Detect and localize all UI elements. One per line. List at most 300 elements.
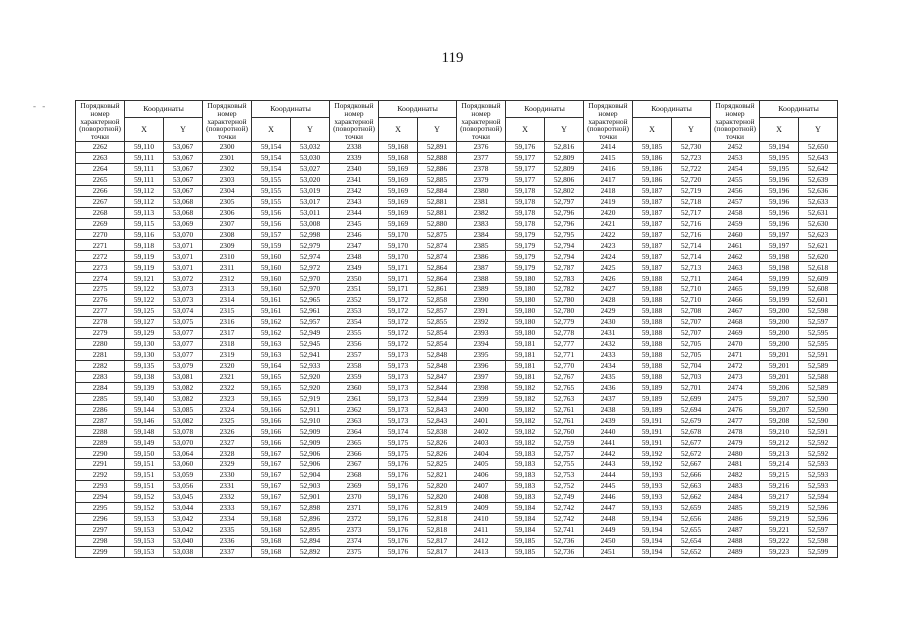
y-coordinate-cell: 52,933 xyxy=(291,360,330,371)
header-point-caption-line: (поворотной) xyxy=(333,124,375,134)
x-coordinate-cell: 59,173 xyxy=(379,404,418,415)
x-coordinate-cell: 59,162 xyxy=(252,317,291,328)
y-coordinate-cell: 52,609 xyxy=(799,273,838,284)
point-number-cell: 2321 xyxy=(203,371,252,382)
x-coordinate-cell: 59,188 xyxy=(633,360,672,371)
x-coordinate-cell: 59,181 xyxy=(506,338,545,349)
point-number-cell: 2459 xyxy=(711,218,760,229)
y-coordinate-cell: 52,861 xyxy=(418,284,457,295)
x-coordinate-cell: 59,200 xyxy=(760,327,799,338)
y-coordinate-cell: 52,819 xyxy=(418,502,457,513)
y-coordinate-cell: 52,795 xyxy=(545,229,584,240)
header-y: Y xyxy=(545,118,584,142)
x-coordinate-cell: 59,122 xyxy=(125,295,164,306)
x-coordinate-cell: 59,176 xyxy=(379,546,418,557)
table-row xyxy=(76,295,838,306)
point-number-cell: 2458 xyxy=(711,207,760,218)
x-coordinate-cell: 59,189 xyxy=(633,404,672,415)
y-coordinate-cell: 53,085 xyxy=(164,404,203,415)
point-number-cell: 2283 xyxy=(76,371,125,382)
point-number-cell: 2342 xyxy=(330,185,379,196)
point-number-cell: 2384 xyxy=(457,229,506,240)
y-coordinate-cell: 52,716 xyxy=(672,218,711,229)
x-coordinate-cell: 59,162 xyxy=(252,327,291,338)
y-coordinate-cell: 52,970 xyxy=(291,284,330,295)
x-coordinate-cell: 59,173 xyxy=(379,415,418,426)
point-number-cell: 2279 xyxy=(76,327,125,338)
header-x: X xyxy=(633,118,672,142)
x-coordinate-cell: 59,188 xyxy=(633,327,672,338)
header-point-caption-line: характерной xyxy=(715,116,755,126)
point-number-cell: 2348 xyxy=(330,251,379,262)
y-coordinate-cell: 52,796 xyxy=(545,207,584,218)
x-coordinate-cell: 59,219 xyxy=(760,513,799,524)
point-number-cell: 2450 xyxy=(584,535,633,546)
x-coordinate-cell: 59,153 xyxy=(125,524,164,535)
point-number-cell: 2371 xyxy=(330,502,379,513)
x-coordinate-cell: 59,167 xyxy=(252,481,291,492)
point-number-cell: 2344 xyxy=(330,207,379,218)
point-number-cell: 2454 xyxy=(711,163,760,174)
point-number-cell: 2452 xyxy=(711,142,760,153)
x-coordinate-cell: 59,200 xyxy=(760,338,799,349)
header-coordinates: Координаты xyxy=(633,101,711,118)
point-number-cell: 2264 xyxy=(76,163,125,174)
x-coordinate-cell: 59,187 xyxy=(633,218,672,229)
point-number-cell: 2276 xyxy=(76,295,125,306)
y-coordinate-cell: 52,753 xyxy=(545,470,584,481)
table-row xyxy=(76,306,838,317)
point-number-cell: 2427 xyxy=(584,284,633,295)
header-point-caption-line: номер xyxy=(90,108,110,118)
y-coordinate-cell: 52,843 xyxy=(418,415,457,426)
x-coordinate-cell: 59,135 xyxy=(125,360,164,371)
point-number-cell: 2365 xyxy=(330,437,379,448)
x-coordinate-cell: 59,155 xyxy=(252,185,291,196)
x-coordinate-cell: 59,189 xyxy=(633,393,672,404)
x-coordinate-cell: 59,173 xyxy=(379,349,418,360)
x-coordinate-cell: 59,156 xyxy=(252,218,291,229)
header-point-caption-line: (поворотной) xyxy=(587,124,629,134)
y-coordinate-cell: 52,911 xyxy=(291,404,330,415)
point-number-cell: 2285 xyxy=(76,393,125,404)
x-coordinate-cell: 59,173 xyxy=(379,360,418,371)
point-number-cell: 2457 xyxy=(711,196,760,207)
point-number-cell: 2437 xyxy=(584,393,633,404)
point-number-cell: 2296 xyxy=(76,513,125,524)
y-coordinate-cell: 52,590 xyxy=(799,393,838,404)
x-coordinate-cell: 59,197 xyxy=(760,240,799,251)
x-coordinate-cell: 59,195 xyxy=(760,152,799,163)
x-coordinate-cell: 59,176 xyxy=(379,492,418,503)
header-point-caption-line: (поворотной) xyxy=(714,124,756,134)
point-number-cell: 2438 xyxy=(584,404,633,415)
y-coordinate-cell: 53,020 xyxy=(291,174,330,185)
table-row xyxy=(76,196,838,207)
point-number-cell: 2383 xyxy=(457,218,506,229)
y-coordinate-cell: 53,081 xyxy=(164,371,203,382)
y-coordinate-cell: 53,040 xyxy=(164,535,203,546)
point-number-cell: 2335 xyxy=(203,524,252,535)
x-coordinate-cell: 59,149 xyxy=(125,437,164,448)
header-point-caption-line: точки xyxy=(599,132,617,142)
x-coordinate-cell: 59,173 xyxy=(379,371,418,382)
x-coordinate-cell: 59,183 xyxy=(506,492,545,503)
x-coordinate-cell: 59,196 xyxy=(760,207,799,218)
x-coordinate-cell: 59,196 xyxy=(760,218,799,229)
y-coordinate-cell: 53,060 xyxy=(164,459,203,470)
y-coordinate-cell: 52,678 xyxy=(672,426,711,437)
x-coordinate-cell: 59,222 xyxy=(760,535,799,546)
point-number-cell: 2334 xyxy=(203,513,252,524)
x-coordinate-cell: 59,188 xyxy=(633,273,672,284)
y-coordinate-cell: 52,594 xyxy=(799,492,838,503)
y-coordinate-cell: 52,848 xyxy=(418,349,457,360)
point-number-cell: 2373 xyxy=(330,524,379,535)
x-coordinate-cell: 59,215 xyxy=(760,470,799,481)
point-number-cell: 2380 xyxy=(457,185,506,196)
y-coordinate-cell: 52,666 xyxy=(672,470,711,481)
x-coordinate-cell: 59,217 xyxy=(760,492,799,503)
y-coordinate-cell: 52,797 xyxy=(545,196,584,207)
y-coordinate-cell: 52,593 xyxy=(799,470,838,481)
header-point-caption-line: Порядковый xyxy=(461,101,501,111)
y-coordinate-cell: 52,654 xyxy=(672,535,711,546)
y-coordinate-cell: 52,961 xyxy=(291,306,330,317)
point-number-cell: 2385 xyxy=(457,240,506,251)
point-number-cell: 2408 xyxy=(457,492,506,503)
x-coordinate-cell: 59,182 xyxy=(506,404,545,415)
point-number-cell: 2381 xyxy=(457,196,506,207)
y-coordinate-cell: 52,630 xyxy=(799,218,838,229)
y-coordinate-cell: 52,631 xyxy=(799,207,838,218)
x-coordinate-cell: 59,186 xyxy=(633,174,672,185)
y-coordinate-cell: 52,854 xyxy=(418,338,457,349)
y-coordinate-cell: 52,719 xyxy=(672,185,711,196)
y-coordinate-cell: 52,844 xyxy=(418,382,457,393)
point-number-cell: 2339 xyxy=(330,152,379,163)
point-number-cell: 2379 xyxy=(457,174,506,185)
point-number-cell: 2275 xyxy=(76,284,125,295)
x-coordinate-cell: 59,196 xyxy=(760,174,799,185)
y-coordinate-cell: 53,074 xyxy=(164,306,203,317)
header-point-caption-line: характерной xyxy=(461,116,501,126)
y-coordinate-cell: 52,705 xyxy=(672,349,711,360)
point-number-cell: 2359 xyxy=(330,371,379,382)
table-row xyxy=(76,273,838,284)
y-coordinate-cell: 52,794 xyxy=(545,251,584,262)
point-number-cell: 2298 xyxy=(76,535,125,546)
y-coordinate-cell: 53,071 xyxy=(164,240,203,251)
x-coordinate-cell: 59,179 xyxy=(506,229,545,240)
x-coordinate-cell: 59,153 xyxy=(125,535,164,546)
x-coordinate-cell: 59,129 xyxy=(125,327,164,338)
header-point-caption-line: Порядковый xyxy=(207,101,247,111)
y-coordinate-cell: 52,825 xyxy=(418,459,457,470)
x-coordinate-cell: 59,192 xyxy=(633,448,672,459)
header-x: X xyxy=(125,118,164,142)
table-row xyxy=(76,535,838,546)
y-coordinate-cell: 52,779 xyxy=(545,317,584,328)
x-coordinate-cell: 59,154 xyxy=(252,152,291,163)
y-coordinate-cell: 52,906 xyxy=(291,448,330,459)
x-coordinate-cell: 59,167 xyxy=(252,459,291,470)
point-number-cell: 2389 xyxy=(457,284,506,295)
y-coordinate-cell: 52,818 xyxy=(418,513,457,524)
x-coordinate-cell: 59,194 xyxy=(633,546,672,557)
x-coordinate-cell: 59,163 xyxy=(252,349,291,360)
x-coordinate-cell: 59,172 xyxy=(379,317,418,328)
x-coordinate-cell: 59,173 xyxy=(379,382,418,393)
y-coordinate-cell: 52,659 xyxy=(672,502,711,513)
x-coordinate-cell: 59,207 xyxy=(760,404,799,415)
x-coordinate-cell: 59,182 xyxy=(506,382,545,393)
y-coordinate-cell: 53,011 xyxy=(291,207,330,218)
x-coordinate-cell: 59,151 xyxy=(125,470,164,481)
y-coordinate-cell: 53,079 xyxy=(164,360,203,371)
y-coordinate-cell: 52,679 xyxy=(672,415,711,426)
x-coordinate-cell: 59,171 xyxy=(379,284,418,295)
point-number-cell: 2392 xyxy=(457,317,506,328)
y-coordinate-cell: 53,032 xyxy=(291,142,330,153)
x-coordinate-cell: 59,201 xyxy=(760,349,799,360)
y-coordinate-cell: 52,765 xyxy=(545,382,584,393)
point-number-cell: 2349 xyxy=(330,262,379,273)
x-coordinate-cell: 59,173 xyxy=(379,393,418,404)
point-number-cell: 2446 xyxy=(584,492,633,503)
y-coordinate-cell: 52,817 xyxy=(418,535,457,546)
header-point-number xyxy=(330,101,379,142)
x-coordinate-cell: 59,164 xyxy=(252,360,291,371)
x-coordinate-cell: 59,176 xyxy=(379,513,418,524)
point-number-cell: 2484 xyxy=(711,492,760,503)
x-coordinate-cell: 59,153 xyxy=(125,513,164,524)
x-coordinate-cell: 59,165 xyxy=(252,371,291,382)
y-coordinate-cell: 52,730 xyxy=(672,142,711,153)
y-coordinate-cell: 52,886 xyxy=(418,163,457,174)
y-coordinate-cell: 53,030 xyxy=(291,152,330,163)
table-row xyxy=(76,437,838,448)
x-coordinate-cell: 59,188 xyxy=(633,284,672,295)
point-number-cell: 2355 xyxy=(330,327,379,338)
table-row xyxy=(76,459,838,470)
point-number-cell: 2274 xyxy=(76,273,125,284)
y-coordinate-cell: 52,652 xyxy=(672,546,711,557)
point-number-cell: 2267 xyxy=(76,196,125,207)
point-number-cell: 2310 xyxy=(203,251,252,262)
point-number-cell: 2413 xyxy=(457,546,506,557)
point-number-cell: 2439 xyxy=(584,415,633,426)
header-x: X xyxy=(252,118,291,142)
y-coordinate-cell: 52,844 xyxy=(418,393,457,404)
table-row xyxy=(76,448,838,459)
y-coordinate-cell: 52,596 xyxy=(799,502,838,513)
x-coordinate-cell: 59,184 xyxy=(506,524,545,535)
y-coordinate-cell: 52,704 xyxy=(672,360,711,371)
x-coordinate-cell: 59,168 xyxy=(252,513,291,524)
header-coordinates: Координаты xyxy=(760,101,838,118)
table-row xyxy=(76,317,838,328)
header-point-caption-line: номер xyxy=(725,108,745,118)
table-row xyxy=(76,546,838,557)
point-number-cell: 2441 xyxy=(584,437,633,448)
x-coordinate-cell: 59,111 xyxy=(125,174,164,185)
x-coordinate-cell: 59,181 xyxy=(506,371,545,382)
point-number-cell: 2324 xyxy=(203,404,252,415)
x-coordinate-cell: 59,160 xyxy=(252,273,291,284)
point-number-cell: 2455 xyxy=(711,174,760,185)
x-coordinate-cell: 59,119 xyxy=(125,262,164,273)
table-row xyxy=(76,142,838,153)
y-coordinate-cell: 52,826 xyxy=(418,448,457,459)
point-number-cell: 2386 xyxy=(457,251,506,262)
x-coordinate-cell: 59,194 xyxy=(760,142,799,153)
x-coordinate-cell: 59,168 xyxy=(252,535,291,546)
point-number-cell: 2442 xyxy=(584,448,633,459)
header-point-caption-line: номер xyxy=(471,108,491,118)
y-coordinate-cell: 52,979 xyxy=(291,240,330,251)
y-coordinate-cell: 53,067 xyxy=(164,174,203,185)
point-number-cell: 2309 xyxy=(203,240,252,251)
point-number-cell: 2305 xyxy=(203,196,252,207)
x-coordinate-cell: 59,140 xyxy=(125,393,164,404)
point-number-cell: 2479 xyxy=(711,437,760,448)
x-coordinate-cell: 59,186 xyxy=(633,163,672,174)
x-coordinate-cell: 59,184 xyxy=(506,502,545,513)
x-coordinate-cell: 59,200 xyxy=(760,306,799,317)
x-coordinate-cell: 59,185 xyxy=(633,142,672,153)
y-coordinate-cell: 53,069 xyxy=(164,218,203,229)
point-number-cell: 2350 xyxy=(330,273,379,284)
y-coordinate-cell: 52,904 xyxy=(291,470,330,481)
point-number-cell: 2395 xyxy=(457,349,506,360)
y-coordinate-cell: 53,077 xyxy=(164,327,203,338)
y-coordinate-cell: 52,736 xyxy=(545,546,584,557)
y-coordinate-cell: 52,722 xyxy=(672,163,711,174)
y-coordinate-cell: 52,970 xyxy=(291,273,330,284)
point-number-cell: 2456 xyxy=(711,185,760,196)
point-number-cell: 2291 xyxy=(76,459,125,470)
point-number-cell: 2354 xyxy=(330,317,379,328)
y-coordinate-cell: 52,592 xyxy=(799,437,838,448)
x-coordinate-cell: 59,189 xyxy=(633,382,672,393)
x-coordinate-cell: 59,197 xyxy=(760,229,799,240)
table-row xyxy=(76,360,838,371)
y-coordinate-cell: 52,780 xyxy=(545,306,584,317)
x-coordinate-cell: 59,184 xyxy=(506,513,545,524)
x-coordinate-cell: 59,212 xyxy=(760,437,799,448)
x-coordinate-cell: 59,122 xyxy=(125,284,164,295)
point-number-cell: 2487 xyxy=(711,524,760,535)
point-number-cell: 2390 xyxy=(457,295,506,306)
y-coordinate-cell: 52,759 xyxy=(545,437,584,448)
y-coordinate-cell: 52,864 xyxy=(418,262,457,273)
x-coordinate-cell: 59,163 xyxy=(252,338,291,349)
point-number-cell: 2407 xyxy=(457,481,506,492)
header-point-caption-line: Порядковый xyxy=(588,101,628,111)
y-coordinate-cell: 53,067 xyxy=(164,185,203,196)
x-coordinate-cell: 59,151 xyxy=(125,459,164,470)
x-coordinate-cell: 59,119 xyxy=(125,251,164,262)
x-coordinate-cell: 59,113 xyxy=(125,207,164,218)
x-coordinate-cell: 59,178 xyxy=(506,218,545,229)
point-number-cell: 2418 xyxy=(584,185,633,196)
y-coordinate-cell: 52,755 xyxy=(545,459,584,470)
table-row xyxy=(76,502,838,513)
y-coordinate-cell: 52,716 xyxy=(672,229,711,240)
x-coordinate-cell: 59,176 xyxy=(379,502,418,513)
point-number-cell: 2470 xyxy=(711,338,760,349)
x-coordinate-cell: 59,223 xyxy=(760,546,799,557)
y-coordinate-cell: 52,802 xyxy=(545,185,584,196)
y-coordinate-cell: 53,078 xyxy=(164,426,203,437)
point-number-cell: 2281 xyxy=(76,349,125,360)
header-point-caption-line: характерной xyxy=(80,116,120,126)
y-coordinate-cell: 52,809 xyxy=(545,163,584,174)
point-number-cell: 2295 xyxy=(76,502,125,513)
x-coordinate-cell: 59,170 xyxy=(379,229,418,240)
y-coordinate-cell: 52,642 xyxy=(799,163,838,174)
y-coordinate-cell: 52,885 xyxy=(418,174,457,185)
x-coordinate-cell: 59,169 xyxy=(379,207,418,218)
x-coordinate-cell: 59,178 xyxy=(506,185,545,196)
point-number-cell: 2265 xyxy=(76,174,125,185)
y-coordinate-cell: 52,598 xyxy=(799,535,838,546)
x-coordinate-cell: 59,193 xyxy=(633,502,672,513)
y-coordinate-cell: 53,072 xyxy=(164,273,203,284)
x-coordinate-cell: 59,176 xyxy=(379,459,418,470)
y-coordinate-cell: 52,618 xyxy=(799,262,838,273)
point-number-cell: 2485 xyxy=(711,502,760,513)
x-coordinate-cell: 59,169 xyxy=(379,163,418,174)
point-number-cell: 2477 xyxy=(711,415,760,426)
table-row xyxy=(76,185,838,196)
x-coordinate-cell: 59,169 xyxy=(379,196,418,207)
x-coordinate-cell: 59,187 xyxy=(633,185,672,196)
point-number-cell: 2292 xyxy=(76,470,125,481)
point-number-cell: 2320 xyxy=(203,360,252,371)
table-row xyxy=(76,240,838,251)
point-number-cell: 2426 xyxy=(584,273,633,284)
point-number-cell: 2343 xyxy=(330,196,379,207)
header-y: Y xyxy=(291,118,330,142)
x-coordinate-cell: 59,121 xyxy=(125,273,164,284)
x-coordinate-cell: 59,193 xyxy=(633,492,672,503)
point-number-cell: 2300 xyxy=(203,142,252,153)
x-coordinate-cell: 59,153 xyxy=(125,546,164,557)
x-coordinate-cell: 59,188 xyxy=(633,306,672,317)
y-coordinate-cell: 52,677 xyxy=(672,437,711,448)
point-number-cell: 2378 xyxy=(457,163,506,174)
point-number-cell: 2356 xyxy=(330,338,379,349)
coordinates-table xyxy=(75,100,838,558)
y-coordinate-cell: 53,056 xyxy=(164,481,203,492)
x-coordinate-cell: 59,191 xyxy=(633,437,672,448)
y-coordinate-cell: 52,767 xyxy=(545,371,584,382)
point-number-cell: 2464 xyxy=(711,273,760,284)
point-number-cell: 2382 xyxy=(457,207,506,218)
y-coordinate-cell: 52,701 xyxy=(672,382,711,393)
x-coordinate-cell: 59,185 xyxy=(506,535,545,546)
y-coordinate-cell: 52,752 xyxy=(545,481,584,492)
header-point-caption-line: характерной xyxy=(207,116,247,126)
x-coordinate-cell: 59,179 xyxy=(506,240,545,251)
x-coordinate-cell: 59,174 xyxy=(379,426,418,437)
x-coordinate-cell: 59,154 xyxy=(252,163,291,174)
x-coordinate-cell: 59,196 xyxy=(760,196,799,207)
point-number-cell: 2336 xyxy=(203,535,252,546)
header-y: Y xyxy=(799,118,838,142)
